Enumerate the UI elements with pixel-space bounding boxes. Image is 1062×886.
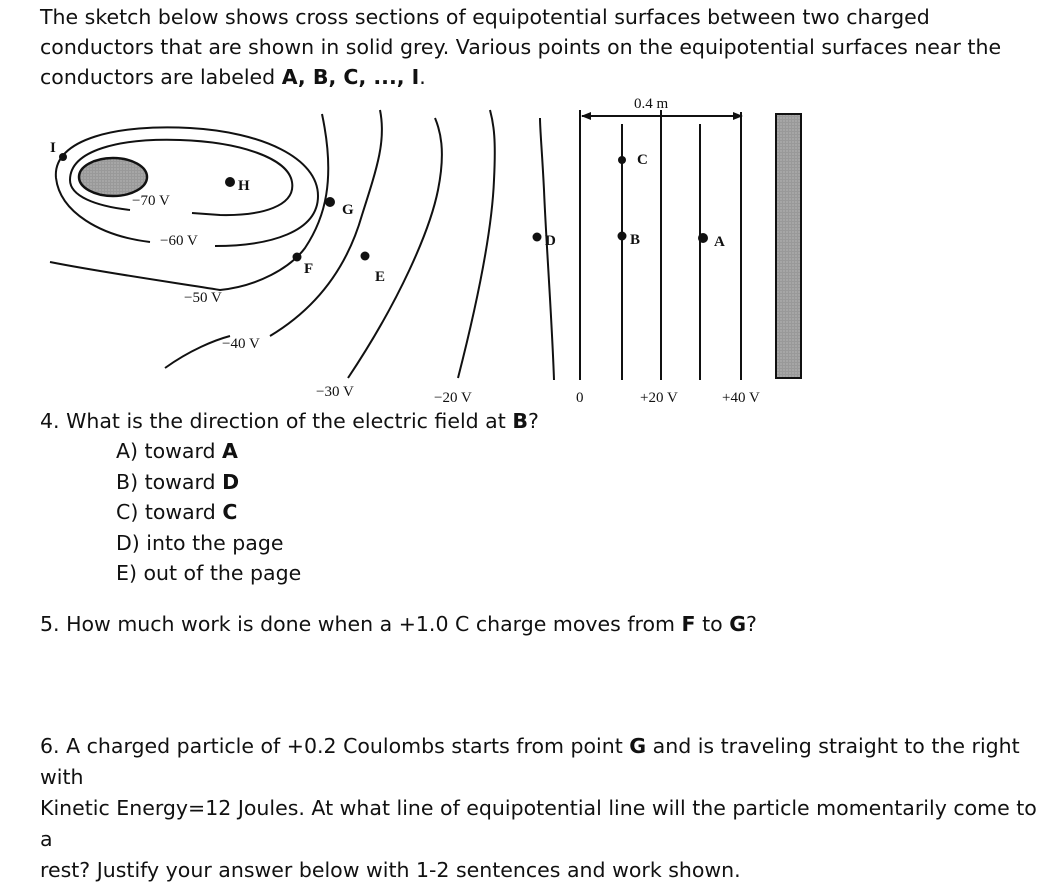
question-5-suffix: ? xyxy=(746,612,757,636)
label-distance: 0.4 m xyxy=(634,96,669,112)
question-4-suffix: ? xyxy=(527,409,539,433)
question-5-prefix: 5. How much work is done when a +1.0 C charge moves from xyxy=(40,612,682,636)
question-4-prefix: 4. What is the direction of the electric field at xyxy=(40,409,513,433)
label-minus-60: −60 V xyxy=(160,233,198,249)
negative-conductor xyxy=(79,158,147,196)
choice-b[interactable]: B) toward D xyxy=(116,469,240,494)
label-minus-50: −50 V xyxy=(184,290,222,306)
label-plus-40: +40 V xyxy=(722,390,760,406)
point-marker-c xyxy=(618,156,626,164)
question-6-line-1-bold: G xyxy=(629,734,647,758)
question-4 xyxy=(40,406,539,437)
question-5-bold-1: F xyxy=(681,612,696,636)
intro-line-3-bold: A, B, C, ..., I xyxy=(281,65,420,89)
choice-a[interactable]: A) toward A xyxy=(116,439,238,463)
label-point-a: A xyxy=(714,234,725,250)
intro-line-2: conductors that are shown in solid grey. Various points on the equipotential surfaces near the xyxy=(40,35,1002,59)
label-zero: 0 xyxy=(576,390,584,406)
choice-c[interactable]: C) toward C xyxy=(116,500,238,524)
label-point-d: D xyxy=(545,233,556,249)
choice-e[interactable]: E) out of the page xyxy=(116,561,302,585)
label-point-c: C xyxy=(637,152,648,168)
label-minus-70: −70 V xyxy=(132,193,170,209)
label-point-g: G xyxy=(342,202,354,218)
label-point-b: B xyxy=(630,232,641,248)
question-6 xyxy=(40,731,1050,886)
point-marker-e xyxy=(361,252,370,261)
intro-line-3-prefix: conductors are labeled xyxy=(40,65,282,89)
label-minus-20: −20 V xyxy=(434,390,472,406)
question-5-bold-2: G xyxy=(729,612,747,636)
label-point-f: F xyxy=(304,261,314,277)
label-minus-30: −30 V xyxy=(316,384,354,400)
positive-conductor xyxy=(776,114,801,378)
label-minus-40: −40 V xyxy=(222,336,260,352)
equipotential-diagram xyxy=(0,0,1062,420)
intro-line-3-suffix: . xyxy=(419,65,426,89)
point-marker-d xyxy=(533,233,542,242)
question-6-line-2: Kinetic Energy=12 Joules. At what line of equipotential line will the particle momentarily come to a xyxy=(40,796,1037,851)
question-6-line-1-prefix: 6. A charged particle of +0.2 Coulombs starts from point xyxy=(40,734,630,758)
question-4-choices xyxy=(116,436,301,589)
question-6-line-3: rest? Justify your answer below with 1-2 sentences and work shown. xyxy=(40,858,741,882)
choice-d[interactable]: D) into the page xyxy=(116,530,284,555)
point-marker-a xyxy=(698,233,708,243)
point-marker-g xyxy=(325,197,335,207)
question-5-middle: to xyxy=(695,612,730,636)
question-4-bold: B xyxy=(512,409,528,433)
contour-minus-20 xyxy=(458,110,495,378)
point-marker-f xyxy=(293,253,302,262)
contour-zero xyxy=(540,118,554,380)
question-6-line-1-suffix: and is traveling straight to the right with xyxy=(40,734,1020,789)
point-marker-b xyxy=(618,232,627,241)
label-point-e: E xyxy=(375,269,386,285)
point-marker-h xyxy=(225,177,235,187)
point-marker-i xyxy=(59,153,67,161)
label-point-h: H xyxy=(238,178,250,194)
label-point-i: I xyxy=(50,140,56,156)
contour-minus-30 xyxy=(348,118,442,378)
label-plus-20: +20 V xyxy=(640,390,678,406)
question-5 xyxy=(40,609,757,640)
intro-line-1: The sketch below shows cross sections of equipotential surfaces between two charged xyxy=(40,5,930,29)
